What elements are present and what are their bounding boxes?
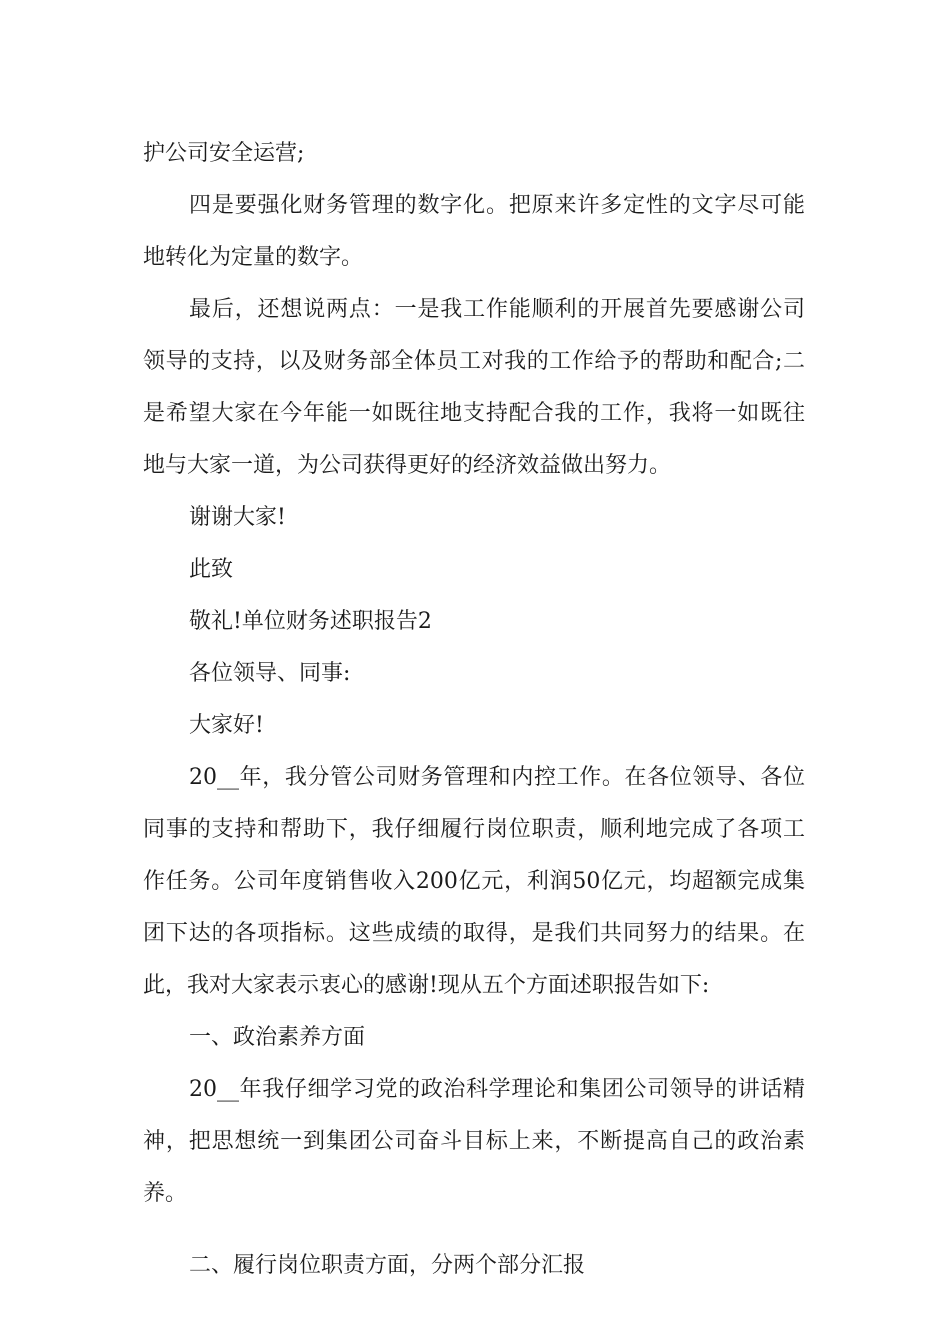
text-line: 20__年，我分管公司财务管理和内控工作。在各位领导、各位 xyxy=(189,765,805,790)
text-line: 作任务。公司年度销售收入200亿元，利润50亿元，均超额完成集 xyxy=(143,869,805,894)
text-line: 大家好! xyxy=(189,713,264,738)
text-line: 最后，还想说两点：一是我工作能顺利的开展首先要感谢公司 xyxy=(189,297,805,322)
text-line: 20__年我仔细学习党的政治科学理论和集团公司领导的讲话精 xyxy=(189,1077,805,1102)
text-line: 护公司安全运营; xyxy=(143,141,305,166)
text-line: 一、政治素养方面 xyxy=(189,1025,366,1050)
text-line: 四是要强化财务管理的数字化。把原来许多定性的文字尽可能 xyxy=(189,193,805,218)
text-line: 此，我对大家表示衷心的感谢!现从五个方面述职报告如下: xyxy=(143,973,710,998)
text-line: 此致 xyxy=(189,557,234,582)
paragraph-gap xyxy=(143,1220,805,1240)
text-line: 敬礼!单位财务述职报告2 xyxy=(189,609,432,634)
text-line: 二、履行岗位职责方面，分两个部分汇报 xyxy=(189,1253,586,1278)
text-line: 养。 xyxy=(143,1181,188,1206)
text-line: 地与大家一道，为公司获得更好的经济效益做出努力。 xyxy=(143,453,672,478)
document-body xyxy=(143,128,805,1292)
text-line: 神，把思想统一到集团公司奋斗目标上来，不断提高自己的政治素 xyxy=(143,1129,805,1154)
text-line: 团下达的各项指标。这些成绩的取得，是我们共同努力的结果。在 xyxy=(143,921,805,946)
text-line: 谢谢大家! xyxy=(189,505,286,530)
text-line: 领导的支持，以及财务部全体员工对我的工作给予的帮助和配合;二 xyxy=(143,349,805,374)
text-line: 各位领导、同事: xyxy=(189,661,351,686)
text-line: 是希望大家在今年能一如既往地支持配合我的工作，我将一如既往 xyxy=(143,401,805,426)
text-line: 地转化为定量的数字。 xyxy=(143,245,364,270)
text-line: 同事的支持和帮助下，我仔细履行岗位职责，顺利地完成了各项工 xyxy=(143,817,805,842)
